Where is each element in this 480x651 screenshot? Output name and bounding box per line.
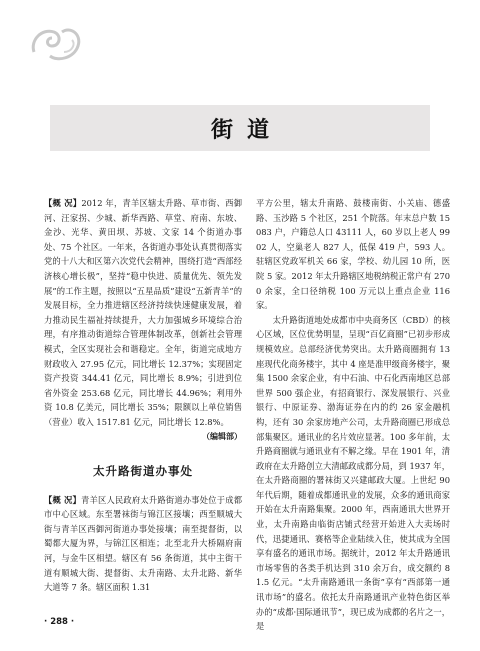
section-paragraph xyxy=(44,493,242,595)
section-text: 青羊区人民政府太升路街道办事处位于成都市中心区域。东至署袜街与锦江区接壤；西至顺城大街与青羊区西御河街道办事处接壤；南至提督街，以蜀都大厦为界，与锦江区相连；北至北升大桥隔府南河，与金牛区相望。辖区有 56 条街道，其中主街干道有顺城大街、提督街、太升南路、太升北路、新华大道等 7 条。辖区面积 1.31 xyxy=(44,494,242,593)
page-number: · 288 · xyxy=(44,617,75,627)
right-paragraph-1: 平方公里，辖太升南路、鼓楼南街、小关庙、德盛路、玉沙路 5 个社区，251 个院落。年末总户数 15083 户，户籍总人口 43111 人，60 岁以上老人 9902 人，空巢老人 827 人，低保 419 户，593 人。驻辖区党政军机关 66 家，学校、幼儿园 10 所，医院 5 家。2012 年太升路辖区地税纳税正常户有 2700 余家，全口径纳税 100 万元以上重点企业 116 家。 xyxy=(256,198,450,311)
decorative-swirl-logo-icon xyxy=(28,22,88,64)
section-heading: 太升路街道办事处 xyxy=(93,464,193,479)
section-tag: 【概 况】 xyxy=(44,494,82,505)
overview-paragraph xyxy=(44,196,242,430)
chapter-title: 街道 xyxy=(210,117,283,143)
editor-credit: （编辑部） xyxy=(202,431,242,441)
overview-text: 2012 年，青羊区辖太升路、草市街、西御河、汪家拐、少城、新华西路、草堂、府南、东坡、金沙、光华、黄田坝、苏坡、文家 14 个街道办事处、75 个社区。一年来，各街道办事处认真贯彻落实党的十八大和区第六次党代会精神，围绕打造“西部经济核心增长极”，坚持“稳中快进、质量优先、领先发展”的工作主题，按照以“五星品质”建设“五新青羊”的发展目标，全力推进辖区经济持续快速健康发展，着力推动民生福祉持续提升，大力加强城乡环境综合治理，有序推动街道综合管理体制改革，创新社会管理模式，全区实现社会和谐稳定。全年，街道完成地方财政收入 27.95 亿元，同比增长 12.37%；实现固定资产投资 344.41 亿元，同比增长 8.9%；引进到位省外资金 253.68 亿元，同比增长 44.96%；利用外资 10.8 亿美元，同比增长 35%；限额以上单位销售（营业）收入 1517.81 亿元，同比增长 12.8%。 xyxy=(44,198,242,427)
chapter-title-band xyxy=(50,105,430,151)
right-paragraph-2: 太升路街道地处成都市中央商务区（CBD）的核心区域，区位优势明显，呈现“百亿商圈”已初步形成规模效应。总部经济优势突出。太升路商圈拥有 13 座现代化商务楼宇，其中 4 座是准甲级商务楼宇，聚集 1500 余家企业，有中石油、中石化西南地区总部世界 500 强企业，有招商银行、深发展银行、兴业银行、中原证券、渤海证券在内的约 26 家金融机构，还有 30 余家房地产公司，太升路商圈已形成总部集聚区。通讯业的名片效应显著。100 多年前，太升路商圈就与通讯业有不解之缘。早在 1901 年，清政府在太升路创立大清邮政成都分局，到 1937 年，在太升路商圈的署袜街又兴建邮政大厦。上世纪 90 年代后期，随着成都通讯业的发展，众多的通讯商家开始在太升南路集聚。2000 年，西南通讯大世界开业，太升南路由临街店铺式经营开始进入大卖场时代，迅捷通讯、赛格等企业陆续入住，使其成为全国享有盛名的通讯市场。据统计，2012 年太升路通讯市场零售的各类手机达到 310 余万台，成交额约 81.5 亿元。“太升南路通讯一条街”享有“西部第一通讯市场”的盛名。依托太升南路通讯产业特色街区举办的“成都·国际通讯节”，现已成为成都的名片之一，是 xyxy=(256,314,450,632)
overview-tag: 【概 况】 xyxy=(44,198,82,208)
left-column xyxy=(44,196,242,595)
right-column xyxy=(256,196,450,634)
